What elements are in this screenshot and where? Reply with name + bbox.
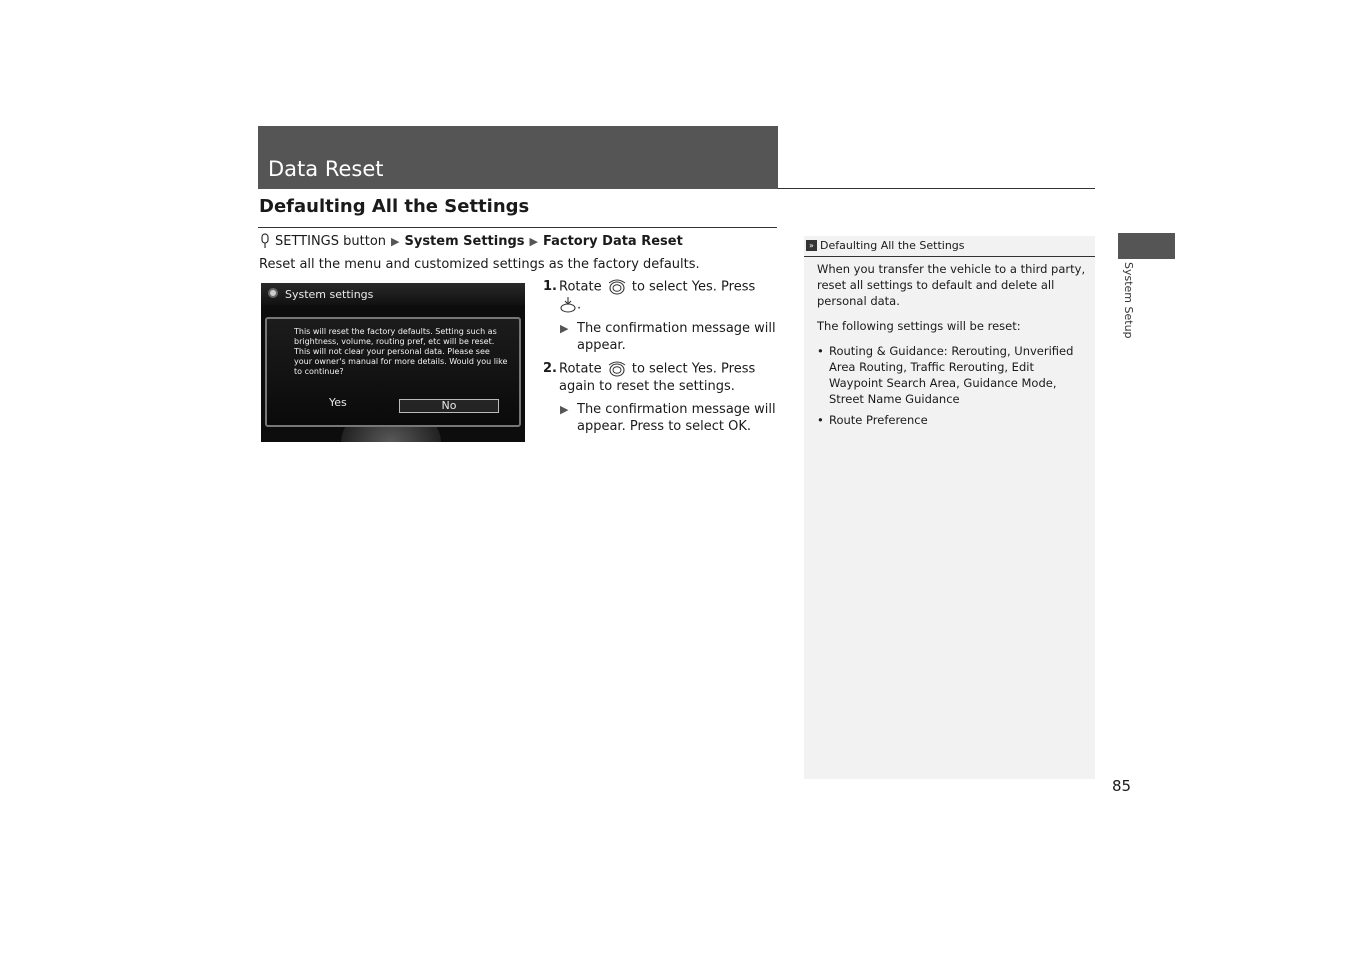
step-2-result [541,401,777,435]
dialog-yes-button[interactable]: Yes [329,396,347,409]
sidebar-bullet [817,412,1087,428]
screen-header [261,283,525,305]
step-text: Rotate [559,361,602,377]
chapter-title: Data Reset [268,157,384,181]
intro-text: Reset all the menu and customized settings as the factory defaults. [259,257,700,272]
notes-sidebar [804,236,1095,779]
bullet-icon: • [817,344,824,358]
step-number: 2. [543,361,557,376]
result-text: The confirmation message will appear. Press to select [577,402,776,434]
screen-screenshot [261,283,525,442]
step-text: to select [631,279,688,295]
step-text: Rotate [559,279,602,295]
result-option: OK [728,419,747,434]
step-option: Yes [691,279,713,295]
nav-arrow-icon: ▶ [391,234,400,248]
chapter-tab-label: System Setup [1122,262,1135,339]
sidebar-rule [804,256,1095,257]
sidebar-paragraph: When you transfer the vehicle to a third party, reset all settings to default and delete all personal data. [817,262,1086,308]
sidebar-heading-text: Defaulting All the Settings [820,239,965,252]
step-1 [541,278,777,314]
sidebar-heading [806,239,965,252]
interface-dial-icon [606,360,628,378]
step-number: 1. [543,279,557,294]
enter-press-icon [559,296,577,314]
navigation-path [259,233,683,249]
steps-list [541,278,777,435]
section-heading: Defaulting All the Settings [259,196,530,217]
bullet-text: Route Preference [829,413,928,427]
nav-arrow-icon: ▶ [529,234,538,248]
reference-icon: » [806,240,817,251]
step-text: . Press again to reset the settings. [559,361,756,394]
result-arrow-icon: ▶ [560,403,569,416]
result-arrow-icon: ▶ [560,322,569,335]
screen-header-label: System settings [285,288,374,301]
result-text: The confirmation message will appear. [577,321,776,353]
dialog-message: This will reset the factory defaults. Setting such as brightness, volume, routing pref, etc will be reset. This will not clear your personal data. Please see your owner's manual for more details. Would you like to continue? [294,327,508,376]
sidebar-bullet [817,343,1087,407]
title-rule [778,188,1095,189]
sidebar-body [817,261,1087,433]
sidebar-paragraph: The following settings will be reset: [817,319,1021,333]
dialog-no-button[interactable]: No [399,399,499,413]
step-2 [541,360,777,395]
nav-factory-data-reset: Factory Data Reset [543,233,683,249]
chapter-tab [1118,233,1175,259]
nav-start: SETTINGS button [275,233,387,249]
step-1-result [541,320,777,354]
bullet-icon: • [817,413,824,427]
settings-button-icon [259,233,271,249]
result-text: . [746,419,752,434]
step-option: Yes [691,361,713,377]
step-text: to select [631,361,688,377]
step-text: . Press [712,279,756,295]
chapter-title-bar [258,126,778,189]
confirm-dialog [265,317,521,427]
interface-dial-icon [606,278,628,296]
step-text: . [577,297,582,313]
nav-system-settings: System Settings [404,233,525,249]
section-rule [258,227,777,228]
page-number: 85 [1112,777,1132,795]
gear-icon [268,288,278,298]
bullet-text: Routing & Guidance: Rerouting, Unverified Area Routing, Traffic Rerouting, Edit Waypoint Search Area, Guidance Mode, Street Name Guidance [829,344,1074,406]
